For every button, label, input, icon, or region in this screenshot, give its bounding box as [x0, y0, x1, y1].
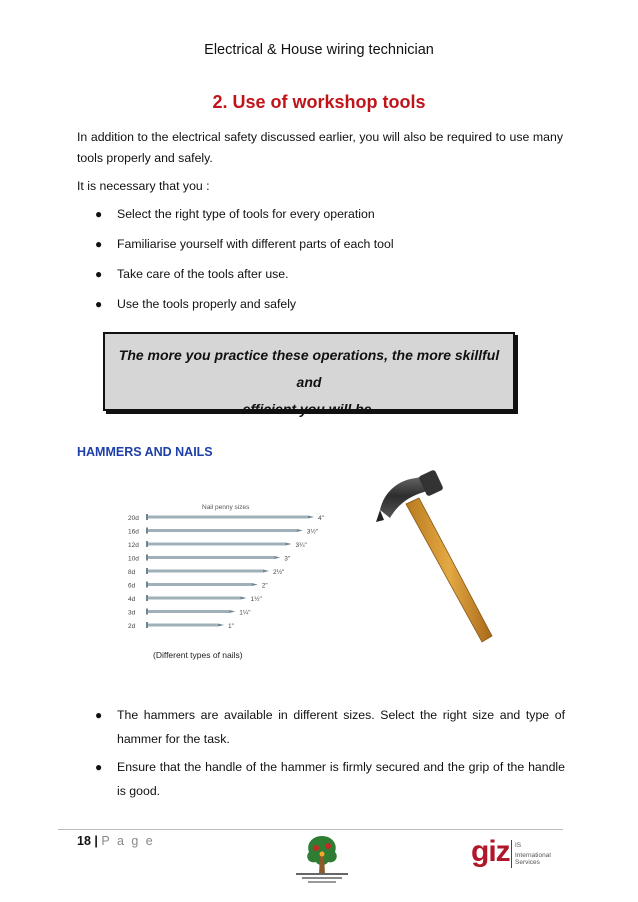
nail-tip: [263, 570, 269, 573]
nail-head: [146, 568, 148, 574]
nail-head: [146, 555, 148, 561]
nail-size-label: 6d: [128, 582, 136, 590]
nail-length-label: 3¼": [295, 542, 307, 549]
nail-shank: [148, 556, 274, 559]
nail-size-label: 4d: [128, 596, 136, 603]
running-header: Electrical & House wiring technician: [204, 42, 434, 58]
nail-tip: [274, 556, 280, 559]
list-item: ● Select the right type of tools for every operation: [95, 204, 565, 234]
nail-rows: [128, 514, 325, 630]
nail-size-label: 8d: [128, 569, 136, 576]
tree-logo-caption-icon: [292, 871, 352, 885]
nail-length-label: 1½": [250, 596, 262, 603]
bullet-icon: ●: [95, 207, 103, 221]
intro-lead-in: It is necessary that you :: [77, 179, 210, 193]
nail-head: [146, 514, 148, 520]
nail-chart-title: Nail penny sizes: [202, 504, 250, 511]
nail-head: [146, 528, 148, 534]
callout-line-1: The more you practice these operations, the more skillful and: [118, 347, 500, 390]
list-item: ● The hammers are available in different sizes. Select the right size and type of hammer for the task.: [95, 703, 565, 751]
nail-head: [146, 595, 148, 601]
nail-tip: [286, 543, 292, 546]
section-title: 2. Use of workshop tools: [212, 92, 426, 112]
nail-tip: [218, 624, 224, 627]
bullet-icon: ●: [95, 267, 103, 281]
list-item: ● Familiarise yourself with different parts of each tool: [95, 234, 565, 264]
nail-length-label: 2": [261, 582, 268, 590]
list-item: ● Use the tools properly and safely: [95, 294, 565, 324]
nail-length-label: 3½": [306, 528, 319, 536]
nail-length-label: 1¼": [239, 609, 251, 617]
intro-paragraph: In addition to the electrical safety discussed earlier, you will also be required to use many tools properly and safely.: [77, 130, 563, 165]
nail-length-label: 4": [318, 515, 324, 522]
nail-head: [146, 541, 148, 547]
giz-logo-divider: [511, 840, 512, 868]
nail-size-label: 12d: [128, 542, 139, 549]
nail-length-label: 1": [228, 623, 234, 630]
nail-tip: [241, 597, 247, 600]
nail-shank: [148, 543, 286, 546]
nail-head: [146, 582, 148, 588]
hammer-tips-list: [95, 703, 565, 807]
bullet-icon: ●: [95, 237, 103, 251]
nail-size-label: 2d: [128, 623, 136, 630]
nail-head: [146, 622, 148, 628]
nail-size-label: 3d: [128, 609, 136, 617]
callout-box: [103, 332, 515, 417]
nail-shank: [148, 570, 263, 573]
page-number: 18 | P a g e: [77, 834, 155, 848]
nail-shank: [148, 583, 252, 586]
giz-logo: giz IS International Services: [471, 835, 551, 868]
nail-shank: [148, 516, 308, 519]
nail-shank: [148, 610, 229, 613]
nail-length-label: 2½": [273, 569, 285, 576]
bullet-icon: ●: [95, 297, 103, 311]
nail-tip: [252, 583, 258, 586]
nail-size-label: 20d: [128, 515, 139, 522]
nail-shank: [148, 624, 218, 627]
nail-length-label: 3": [284, 555, 291, 563]
nail-head: [146, 609, 148, 615]
callout-line-2: efficient you will be.: [242, 401, 376, 417]
list-item: ● Take care of the tools after use.: [95, 264, 565, 294]
callout-text: [105, 342, 513, 423]
footer-divider: [58, 829, 563, 830]
nail-tip: [308, 516, 314, 519]
hammers-heading: HAMMERS AND NAILS: [77, 445, 213, 459]
requirements-list: [95, 204, 565, 324]
nail-shank: [148, 597, 241, 600]
nail-sizes-image: [128, 500, 348, 640]
nail-size-label: 16d: [128, 528, 139, 536]
bullet-icon: ●: [95, 708, 103, 722]
bullet-icon: ●: [95, 760, 103, 774]
figure-caption: (Different types of nails): [153, 650, 243, 660]
list-item: ● Ensure that the handle of the hammer is firmly secured and the grip of the handle is good.: [95, 755, 565, 803]
hammer-image: [372, 470, 502, 645]
nail-size-label: 10d: [128, 555, 139, 563]
nail-shank: [148, 529, 297, 532]
nail-tip: [229, 610, 235, 613]
nail-tip: [297, 529, 303, 532]
